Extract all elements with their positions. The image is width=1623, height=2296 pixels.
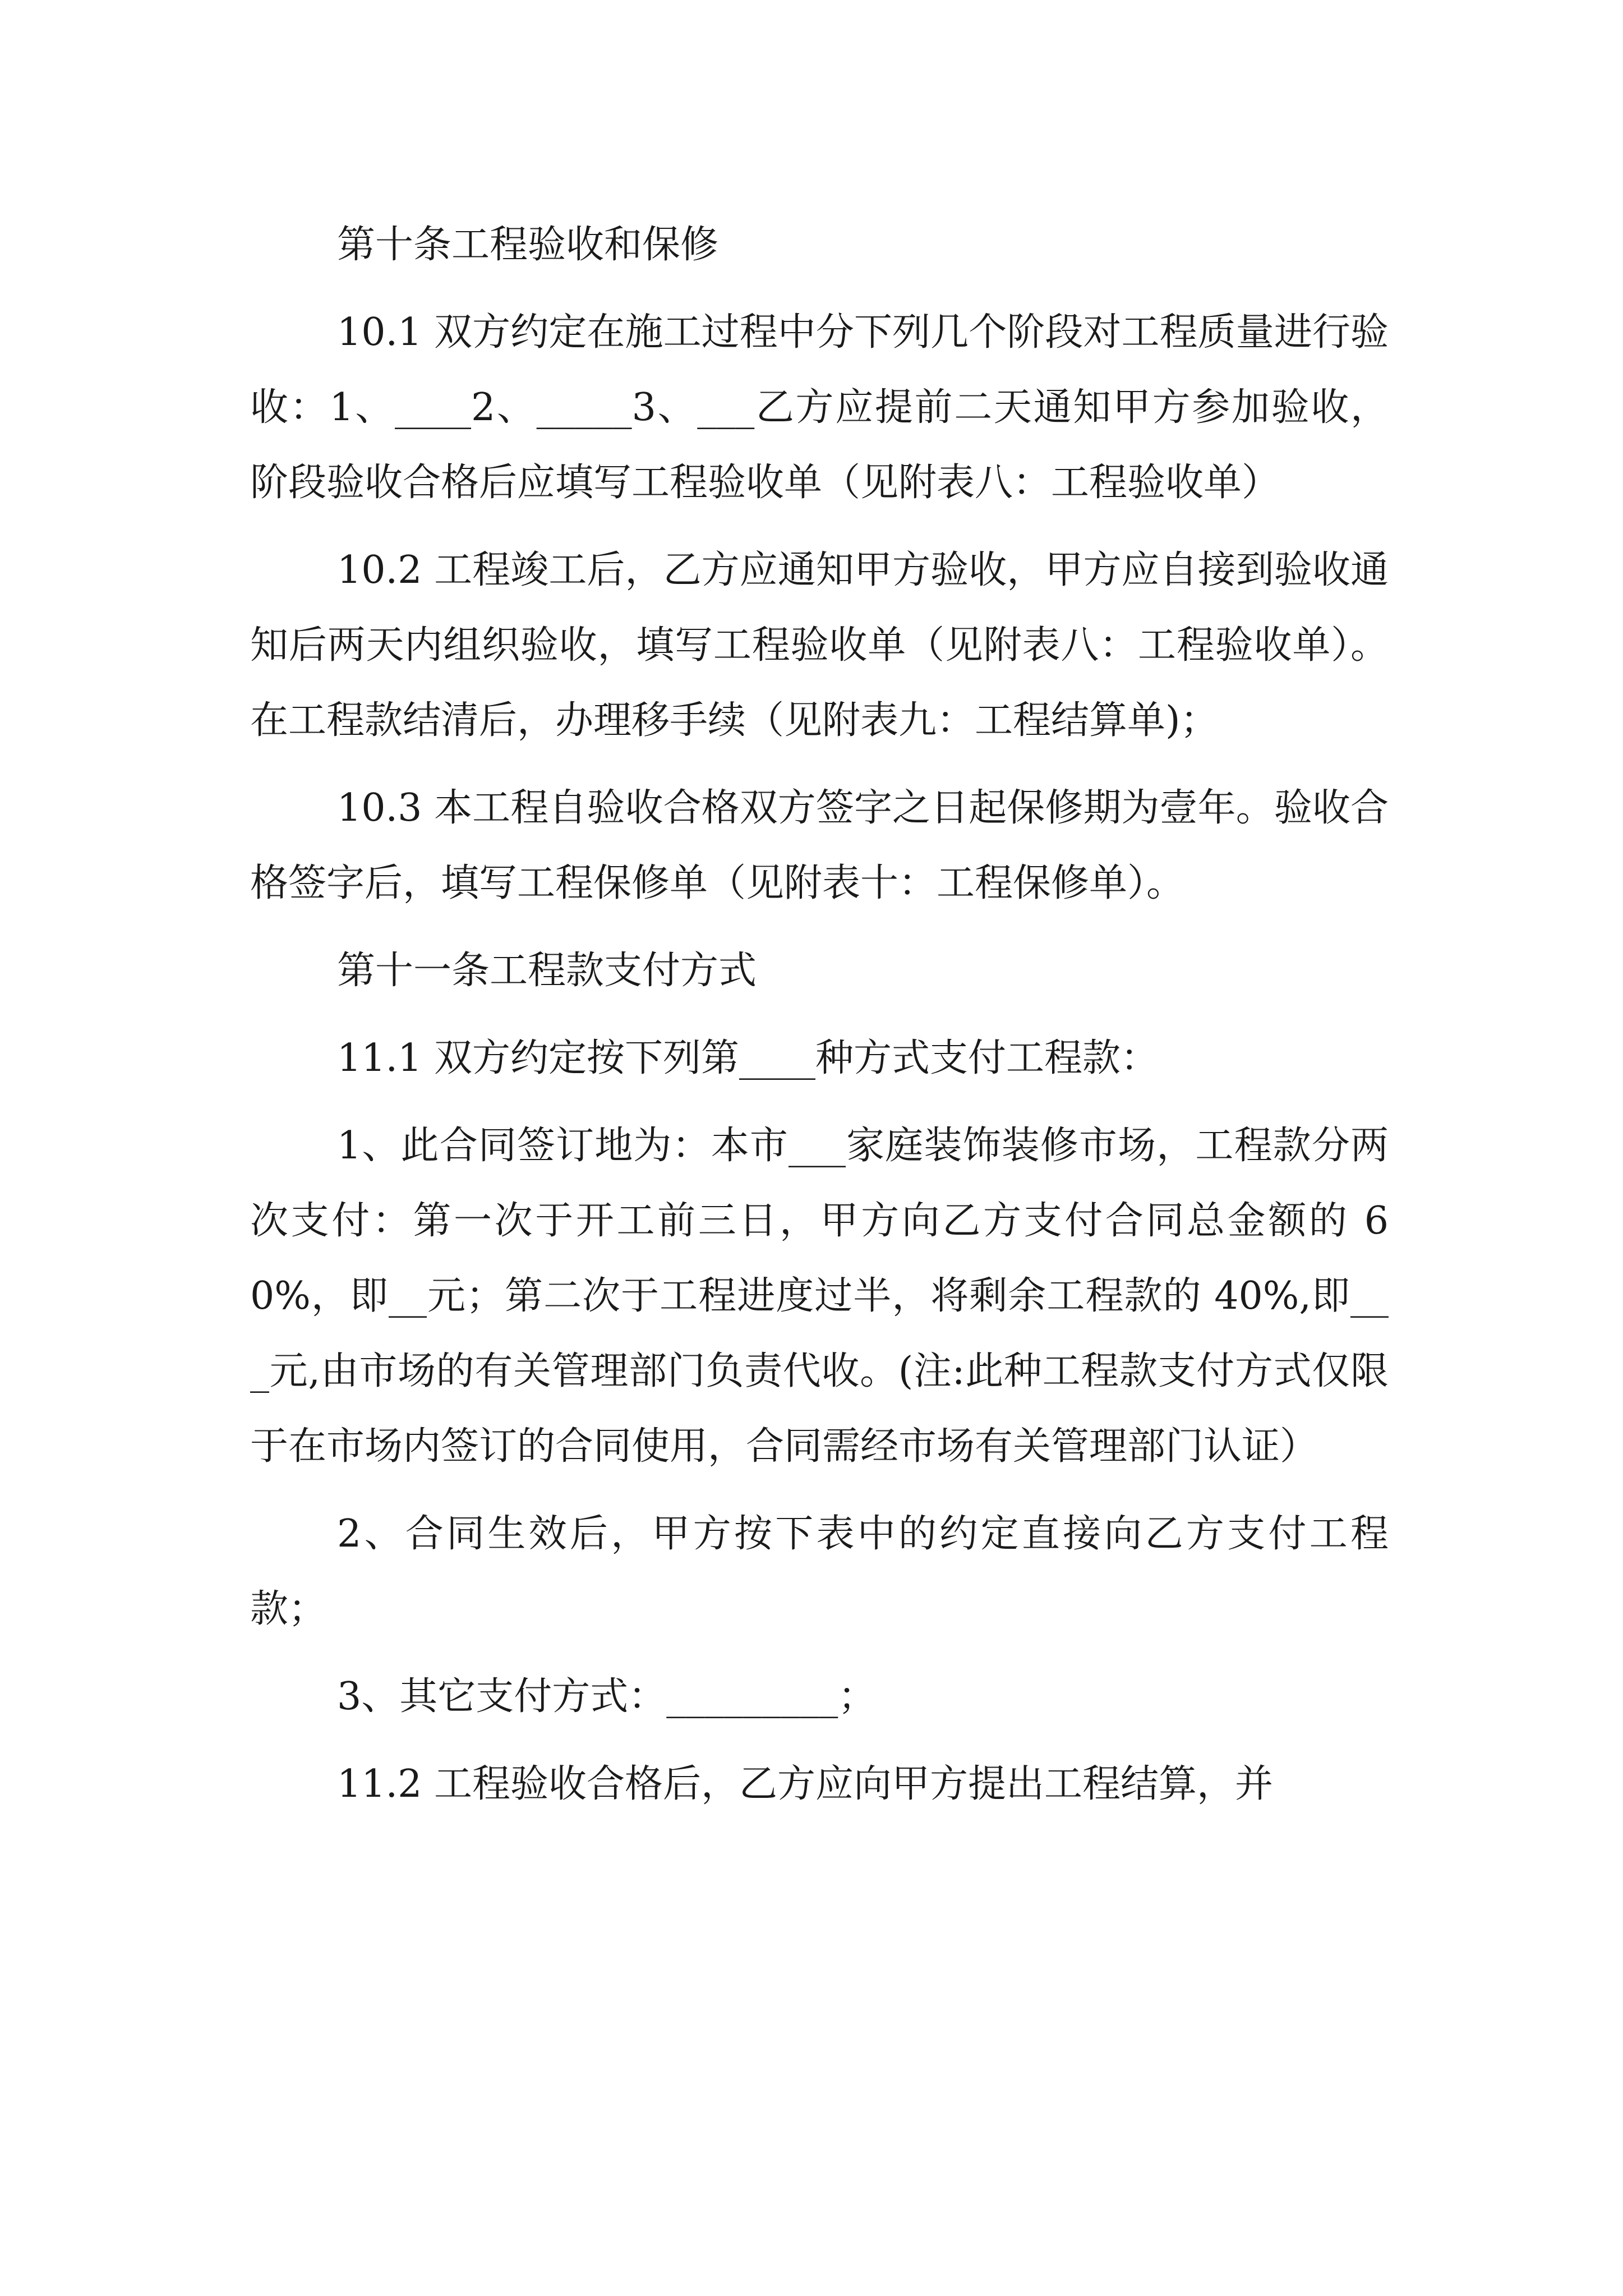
section-heading-10: 第十条工程验收和保修 (337, 223, 719, 267)
document-body (250, 208, 1389, 1834)
clause-11-1: 11.1 双方约定按下列第____种方式支付工程款： (337, 1036, 1159, 1080)
payment-option-1: 1、此合同签订地为：本市___家庭装饰装修市场，工程款分两次支付：第一次于开工前三日，甲方向乙方支付合同总金额的 60%，即__元；第二次于工程进度过半，将剩余工程款的 40%,即___元,由市场的有关管理部门负责代收。(注:此种工程款支付方式仅限于在市场内签订的合同使用，合同需经市场有关管理部门认证） (250, 1124, 1389, 1469)
clause-11-2: 11.2 工程验收合格后，乙方应向甲方提出工程结算，并 (337, 1762, 1274, 1806)
clause-10-1: 10.1 双方约定在施工过程中分下列几个阶段对工程质量进行验收：1、____2、_____3、___乙方应提前二天通知甲方参加验收，阶段验收合格后应填写工程验收单（见附表八：工程验收单） (250, 310, 1389, 505)
payment-option-2: 2、合同生效后，甲方按下表中的约定直接向乙方支付工程款； (250, 1512, 1389, 1631)
section-heading-11: 第十一条工程款支付方式 (337, 949, 757, 993)
clause-10-2: 10.2 工程竣工后，乙方应通知甲方验收，甲方应自接到验收通知后两天内组织验收，填写工程验收单（见附表八：工程验收单）。在工程款结清后，办理移手续（见附表九：工程结算单)； (250, 548, 1389, 743)
payment-option-3: 3、其它支付方式：_________； (337, 1674, 877, 1719)
clause-10-3: 10.3 本工程自验收合格双方签字之日起保修期为壹年。验收合格签字后，填写工程保修单（见附表十：工程保修单）。 (250, 786, 1389, 905)
